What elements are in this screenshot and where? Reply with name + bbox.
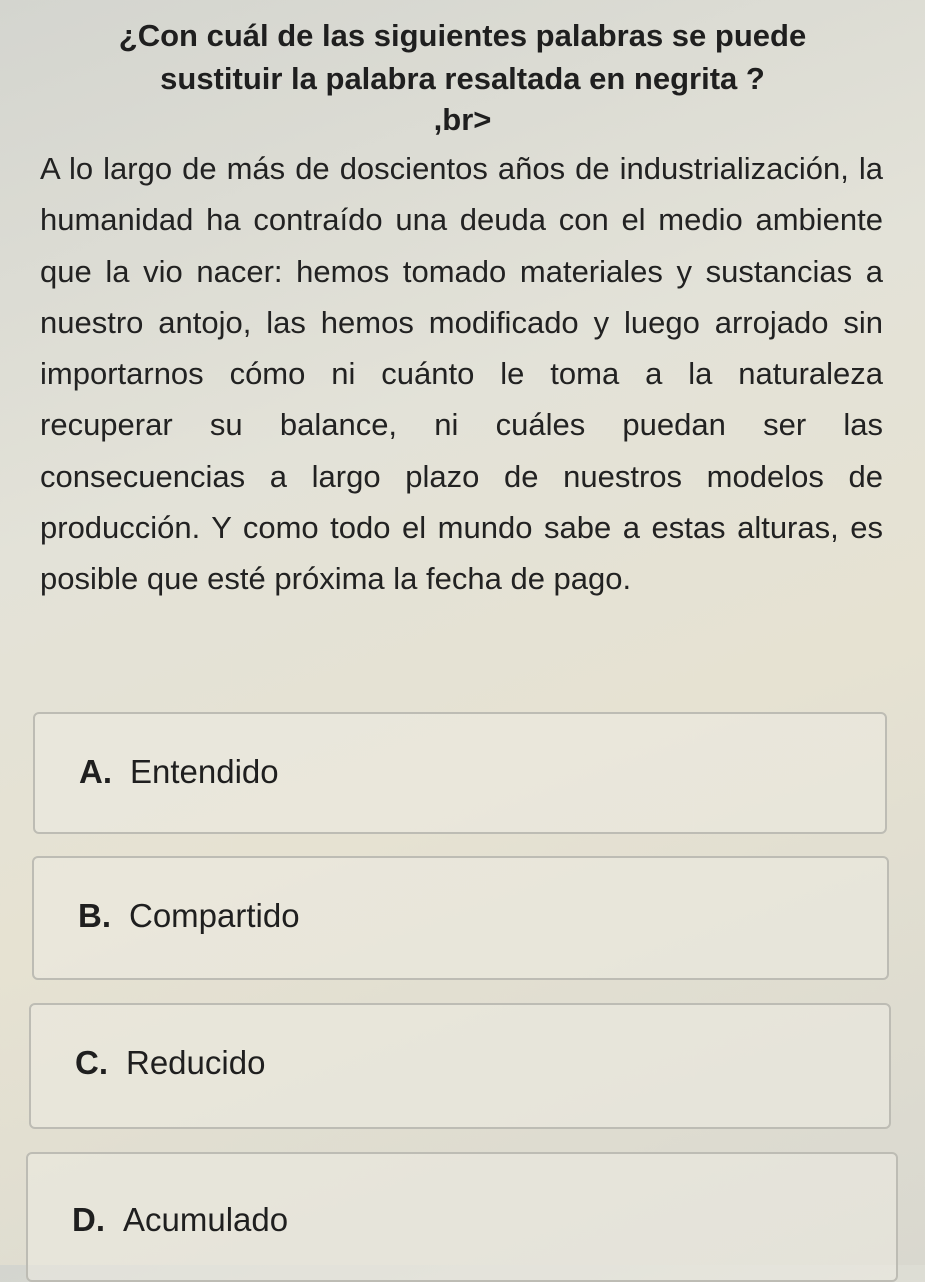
option-b-letter: B.	[78, 897, 111, 934]
option-a-text: Entendido	[130, 753, 279, 790]
option-b-text: Compartido	[129, 897, 300, 934]
option-c[interactable]	[29, 1003, 891, 1129]
option-d-letter: D.	[72, 1201, 105, 1238]
option-d-text: Acumulado	[123, 1201, 289, 1238]
option-b[interactable]	[32, 856, 889, 980]
question-text	[40, 14, 885, 100]
question-line-2: sustituir la palabra resaltada en negrita ?	[160, 61, 765, 96]
option-c-letter: C.	[75, 1044, 108, 1081]
option-c-text: Reducido	[126, 1044, 266, 1081]
option-a[interactable]	[33, 712, 887, 834]
question-line-1: ¿Con cuál de las siguientes palabras se puede	[118, 18, 807, 53]
option-a-letter: A.	[79, 753, 112, 790]
option-d[interactable]	[26, 1152, 898, 1282]
reading-passage: A lo largo de más de doscientos años de industrialización, la humanidad ha contraído una deuda con el medio ambiente que la vio nacer: hemos tomado materiales y sustancias a nuestro antojo, las hemos modificado y luego arrojado sin importarnos cómo ni cuánto le toma a la naturaleza recuperar su balance, ni cuáles puedan ser las consecuencias a largo plazo de nuestros modelos de producción. Y como todo el mundo sabe a estas alturas, es posible que esté próxima la fecha de pago.	[40, 151, 883, 597]
markup-artifact: ,br>	[433, 102, 492, 137]
